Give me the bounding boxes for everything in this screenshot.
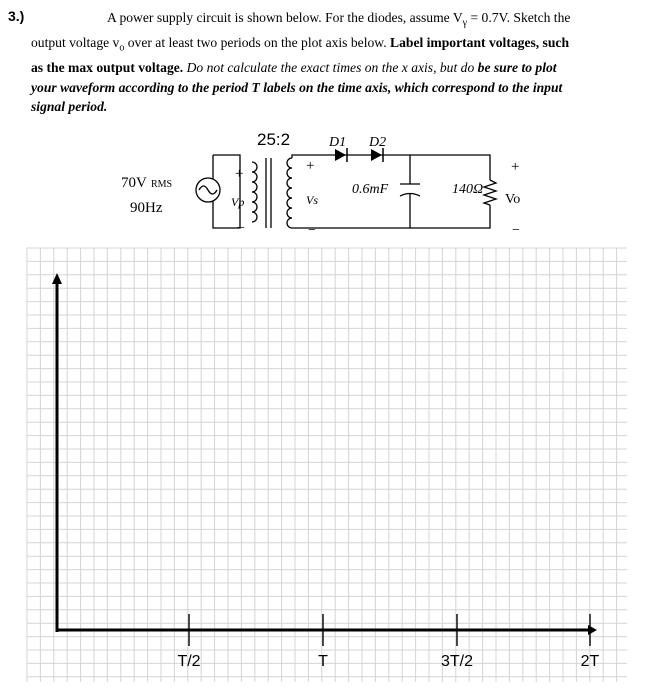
tick-label: 3T/2	[440, 653, 474, 670]
problem-line-1: A power supply circuit is shown below. For the diodes, assume $V_\gamma = 0.7V$. Sketch the	[107, 10, 571, 29]
vp-plus: +	[235, 166, 244, 182]
capacitor-label: 0.6mF	[352, 182, 389, 197]
source-voltage-sub: RMS	[151, 179, 173, 190]
vs-label: Vs	[306, 193, 318, 207]
problem-line-3: as the max output voltage. Do not calculate the exact times on the x axis, but do be sure to plot	[31, 60, 557, 76]
vo-plus: +	[511, 159, 520, 175]
vs-plus: +	[306, 158, 315, 174]
vo-minus: −	[512, 223, 520, 238]
tick-label: T	[318, 653, 328, 670]
problem-line-5: signal period.	[31, 99, 108, 115]
vo-label: Vo	[505, 192, 521, 207]
plot-grid	[27, 248, 627, 682]
diode-d1-label: D1	[329, 135, 347, 150]
tick-label: 2T	[580, 653, 600, 670]
source-voltage-label: 70V	[121, 175, 147, 191]
tick-label: T/2	[177, 653, 201, 670]
turns-ratio-label: 25:2	[257, 130, 291, 149]
source-freq-label: 90Hz	[130, 200, 163, 216]
problem-line-4: your waveform according to the period T labels on the time axis, which correspond to the input	[31, 79, 563, 95]
diode-d2-label: D2	[369, 135, 387, 150]
vs-minus: −	[308, 223, 316, 238]
vp-minus: −	[237, 221, 245, 236]
problem-number: 3.)	[8, 8, 25, 24]
vp-label: Vp	[231, 195, 245, 209]
resistor-label: 140Ω	[452, 182, 484, 197]
problem-line-2: output voltage $v_o$ over at least two periods on the plot axis below. Label important voltages, such	[31, 35, 570, 54]
